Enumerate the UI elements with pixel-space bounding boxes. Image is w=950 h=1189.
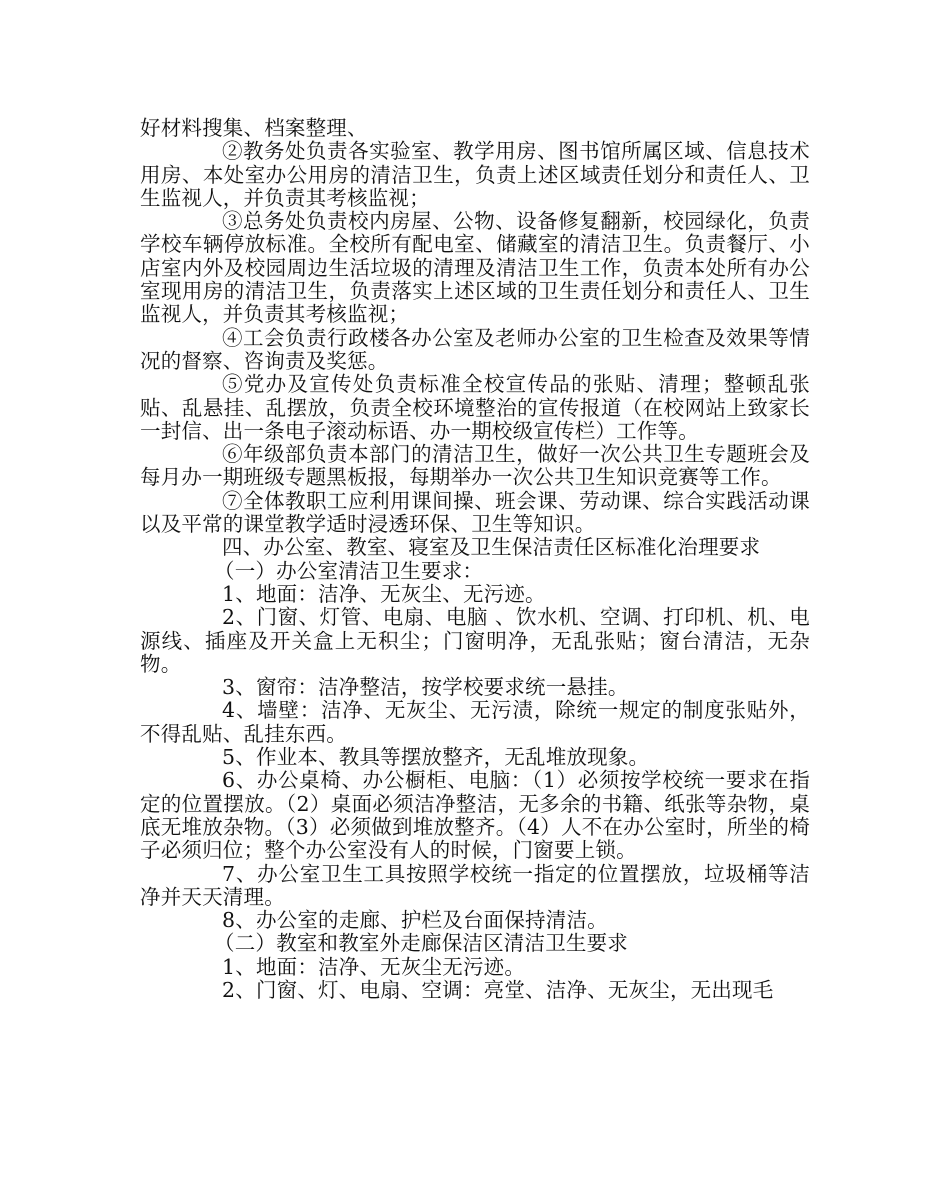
- list-item: 2、门窗、灯、电扇、空调：亮堂、洁净、无灰尘，无出现毛: [222, 977, 774, 1002]
- paragraph: 好材料搜集、档案整理、: [140, 116, 368, 140]
- list-item: 7、办公室卫生工具按照学校统一指定的位置摆放，垃圾桶等洁净并天天清理。: [140, 861, 810, 909]
- list-item: 1、地面：洁净、无灰尘无污迹。: [222, 954, 526, 979]
- paragraph: ④工会负责行政楼各办公室及老师办公室的卫生检查及效果等情况的督察、咨询责及奖惩。: [140, 325, 810, 373]
- subsection-heading: （二）教室和教室外走廊保洁区清洁卫生要求: [214, 931, 628, 956]
- paragraph: ③总务处负责校内房屋、公物、设备修复翻新，校园绿化，负责学校车辆停放标准。全校所有配电室、储藏室的清洁卫生。负责餐厅、小店室内外及校园周边生活垃圾的清理及清洁卫生工作，负责本处所有办公室现用房的清洁卫生，负责落实上述区域的卫生责任划分和责任人、卫生监视人，并负责其考核监视；: [140, 209, 810, 327]
- subsection-heading: （一）办公室清洁卫生要求：: [214, 558, 484, 583]
- paragraph: ⑤党办及宣传处负责标准全校宣传品的张贴、清理；整顿乱张贴、乱悬挂、乱摆放，负责全校环境整治的宣传报道（在校网站上致家长一封信、出一条电子滚动标语、办一期校级宣传栏）工作等。: [140, 372, 810, 443]
- list-item: 5、作业本、教具等摆放整齐，无乱堆放现象。: [222, 745, 650, 770]
- document-body: [140, 117, 810, 1002]
- section-heading: 四、办公室、教室、寝室及卫生保洁责任区标准化治理要求: [222, 535, 761, 560]
- list-item: 1、地面：洁净、无灰尘、无污迹。: [222, 581, 546, 606]
- list-item: 3、窗帘：洁净整洁，按学校要求统一悬挂。: [222, 675, 629, 700]
- paragraph: ⑦全体教职工应利用课间操、班会课、劳动课、综合实践活动课以及平常的课堂教学适时浸透环保、卫生等知识。: [140, 488, 810, 537]
- list-item: 4、墙壁：洁净、无灰尘、无污渍，除统一规定的制度张贴外，不得乱贴、乱挂东西。: [140, 698, 810, 746]
- paragraph: ②教务处负责各实验室、教学用房、图书馆所属区域、信息技术用房、本处室办公用房的清洁卫生，负责上述区域责任划分和责任人、卫生监视人，并负责其考核监视；: [140, 139, 810, 210]
- paragraph: ⑥年级部负责本部门的清洁卫生，做好一次公共卫生专题班会及每月办一期班级专题黑板报，每期举办一次公共卫生知识竞赛等工作。: [140, 442, 810, 490]
- list-item: 2、门窗、灯管、电扇、电脑 、饮水机、空调、打印机、机、电源线、插座及开关盒上无积尘；门窗明净，无乱张贴；窗台清洁，无杂物。: [140, 605, 810, 676]
- list-item: 8、办公室的走廊、护栏及台面保持清洁。: [222, 908, 608, 933]
- list-item: 6、办公桌椅、办公橱柜、电脑：（1）必须按学校统一要求在指定的位置摆放。（2）桌面必须洁净整洁，无多余的书籍、纸张等杂物，桌底无堆放杂物。（3）必须做到堆放整齐。（4）人不在办公室时，所坐的椅子必须归位；整个办公室没有人的时候，门窗要上锁。: [140, 768, 810, 863]
